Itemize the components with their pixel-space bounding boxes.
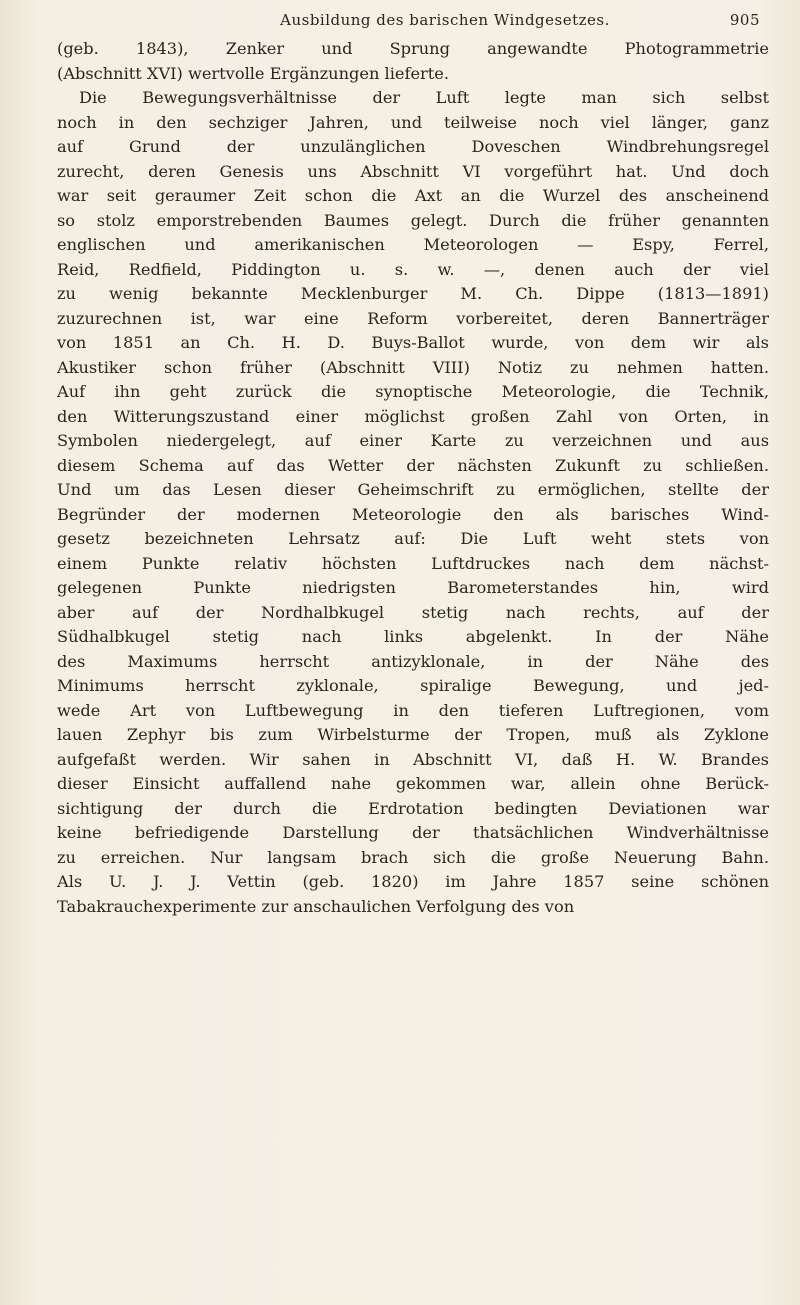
text-line: Tabakrauchexperimente zur anschaulichen Verfolgung des von — [57, 896, 575, 916]
text-line: Begründer der modernen Meteorologie den als barisches Wind- — [57, 504, 769, 524]
text-line: gelegenen Punkte niedrigsten Barometerstandes hin, wird — [57, 578, 769, 597]
text-line: noch in den sechziger Jahren, und teilweise noch viel länger, ganz — [57, 112, 769, 132]
text-line: Akustiker schon früher (Abschnitt VIII) Notiz zu nehmen hatten. — [57, 357, 769, 377]
text-line: Und um das Lesen dieser Geheimschrift zu ermöglichen, stellte der — [57, 480, 769, 499]
text-line: dieser Einsicht auffallend nahe gekommen war, allein ohne Berück- — [57, 774, 769, 793]
text-line: zuzurechnen ist, war eine Reform vorbereitet, deren Bannerträger — [57, 308, 769, 328]
text-line: Die Bewegungsverhältnisse der Luft legte man sich selbst — [79, 88, 769, 107]
text-line: Südhalbkugel stetig nach links abgelenkt. In der Nähe — [57, 627, 769, 646]
text-line: den Witterungszustand einer möglichst großen Zahl von Orten, in — [57, 406, 769, 426]
text-line: des Maximums herrscht antizyklonale, in der Nähe des — [57, 651, 769, 671]
text-line: (Abschnitt XVI) wertvolle Ergänzungen lieferte. — [57, 63, 450, 83]
text-line: Symbolen niedergelegt, auf einer Karte zu verzeichnen und aus — [57, 431, 769, 450]
text-line: zu erreichen. Nur langsam brach sich die große Neuerung Bahn. — [57, 847, 769, 867]
text-line: gesetz bezeichneten Lehrsatz auf: Die Luft weht stets von — [57, 529, 769, 548]
page-number: 905 — [729, 11, 760, 29]
body-text — [57, 37, 769, 919]
text-line: aber auf der Nordhalbkugel stetig nach rechts, auf der — [57, 602, 769, 622]
text-line: (geb. 1843), Zenker und Sprung angewandte Photogrammetrie — [57, 39, 769, 58]
text-line: Minimums herrscht zyklonale, spiralige Bewegung, und jed- — [57, 676, 769, 695]
text-line: war seit geraumer Zeit schon die Axt an die Wurzel des anscheinend — [57, 186, 769, 205]
text-line: so stolz emporstrebenden Baumes gelegt. Durch die früher genannten — [57, 210, 769, 230]
text-line: keine befriedigende Darstellung der thatsächlichen Windverhältnisse — [57, 823, 769, 842]
text-line: Reid, Redfield, Piddington u. s. w. —, denen auch der viel — [57, 259, 769, 279]
running-head — [60, 8, 760, 32]
text-line: wede Art von Luftbewegung in den tieferen Luftregionen, vom — [57, 700, 769, 720]
text-line: aufgefaßt werden. Wir sahen in Abschnitt VI, daß H. W. Brandes — [57, 749, 769, 769]
text-line: von 1851 an Ch. H. D. Buys-Ballot wurde, von dem wir als — [57, 333, 769, 352]
text-line: lauen Zephyr bis zum Wirbelsturme der Tropen, muß als Zyklone — [57, 725, 769, 744]
text-line: zu wenig bekannte Mecklenburger M. Ch. Dippe (1813—1891) — [57, 284, 769, 303]
text-line: Auf ihn geht zurück die synoptische Meteorologie, die Technik, — [57, 382, 769, 401]
text-line: sichtigung der durch die Erdrotation bedingten Deviationen war — [57, 798, 769, 818]
text-line: Als U. J. J. Vettin (geb. 1820) im Jahre 1857 seine schönen — [57, 872, 769, 891]
text-line: diesem Schema auf das Wetter der nächsten Zukunft zu schließen. — [57, 455, 769, 475]
running-head-title: Ausbildung des barischen Windgesetzes. — [280, 11, 610, 29]
text-line: englischen und amerikanischen Meteorologen — Espy, Ferrel, — [57, 235, 769, 254]
text-line: einem Punkte relativ höchsten Luftdruckes nach dem nächst- — [57, 553, 769, 573]
text-line: zurecht, deren Genesis uns Abschnitt VI vorgeführt hat. Und doch — [57, 161, 769, 181]
text-line: auf Grund der unzulänglichen Doveschen Windbrehungsregel — [57, 137, 769, 156]
